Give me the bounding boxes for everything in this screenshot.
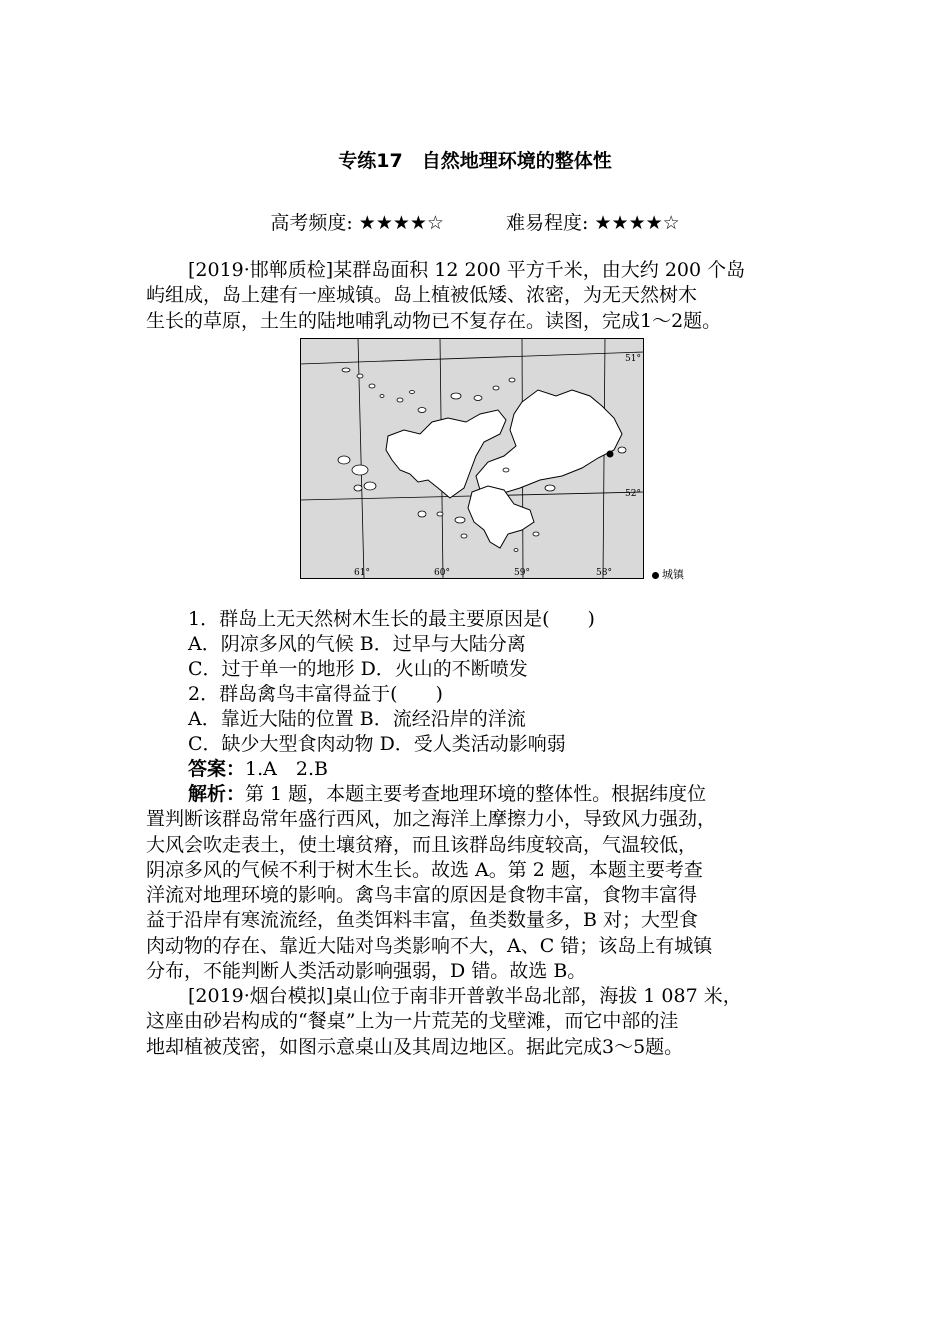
intro-paragraph-1 bbox=[146, 258, 816, 334]
lon-label-58: 58° bbox=[596, 568, 612, 578]
question-1: 1．群岛上无天然树木生长的最主要原因是( ) bbox=[188, 608, 595, 630]
answer-text: 1.A 2.B bbox=[245, 758, 328, 780]
intro-line: 地却植被茂密，如图示意桌山及其周边地区。据此完成3～5题。 bbox=[146, 1035, 684, 1058]
intro-line: 这座由砂岩构成的“餐桌”上为一片荒芜的戈壁滩，而它中部的洼 bbox=[146, 1010, 679, 1033]
analysis-paragraph bbox=[146, 782, 816, 984]
intro-line: 屿组成，岛上建有一座城镇。岛上植被低矮、浓密，为无天然树木 bbox=[146, 284, 698, 307]
analysis-line: 大风会吹走表土，使土壤贫瘠，而且该群岛纬度较高，气温较低， bbox=[146, 833, 698, 856]
difficulty-stars: ★★★★☆ bbox=[594, 212, 680, 234]
lon-label-61: 61° bbox=[354, 568, 370, 578]
lon-label-60: 60° bbox=[434, 568, 450, 578]
question-1-options-ab: A．阴凉多风的气候 B．过早与大陆分离 bbox=[188, 633, 526, 655]
legend-label: 城镇 bbox=[662, 568, 684, 581]
intro-paragraph-2 bbox=[146, 984, 816, 1060]
island-map bbox=[300, 338, 644, 579]
difficulty-label: 难易程度: bbox=[506, 212, 589, 234]
analysis-line: 益于沿岸有寒流流经，鱼类饵料丰富，鱼类数量多，B 对；大型食 bbox=[146, 909, 699, 932]
analysis-line: 第 1 题，本题主要考查地理环境的整体性。根据纬度位 bbox=[245, 783, 707, 805]
frequency-stars: ★★★★☆ bbox=[358, 212, 444, 234]
lat-label-51: 51° bbox=[625, 354, 641, 364]
analysis-label: 解析： bbox=[188, 783, 246, 805]
question-1-options-cd: C．过于单一的地形 D．火山的不断喷发 bbox=[188, 658, 528, 680]
question-2: 2．群岛禽鸟丰富得益于( ) bbox=[188, 683, 443, 705]
intro-line: [2019·邯郸质检]某群岛面积 12 200 平方千米，由大约 200 个岛 bbox=[188, 259, 746, 281]
map-legend bbox=[652, 566, 684, 582]
analysis-line: 洋流对地理环境的影响。禽鸟丰富的原因是食物丰富，食物丰富得 bbox=[146, 884, 698, 907]
town-marker bbox=[607, 451, 614, 458]
difficulty-meta bbox=[0, 208, 950, 235]
answer-label: 答案： bbox=[188, 758, 246, 780]
analysis-line: 置判断该群岛常年盛行西风，加之海洋上摩擦力小，导致风力强劲， bbox=[146, 808, 717, 831]
page-title: 专练17 自然地理环境的整体性 bbox=[338, 150, 612, 172]
frequency-label: 高考频度: bbox=[270, 212, 353, 234]
question-2-options-cd: C．缺少大型食肉动物 D．受人类活动影响弱 bbox=[188, 733, 566, 755]
question-2-options-ab: A．靠近大陆的位置 B．流经沿岸的洋流 bbox=[188, 708, 526, 730]
analysis-line: 肉动物的存在、靠近大陆对鸟类影响不大，A、C 错；该岛上有城镇 bbox=[146, 934, 713, 957]
town-dot-icon bbox=[652, 572, 659, 579]
lat-label-52: 52° bbox=[625, 489, 641, 499]
analysis-line: 阴凉多风的气候不利于树木生长。故选 A。第 2 题，本题主要考查 bbox=[146, 858, 703, 881]
answer bbox=[188, 757, 328, 782]
analysis-line: 分布，不能判断人类活动影响强弱，D 错。故选 B。 bbox=[146, 960, 587, 983]
intro-line: 生长的草原，土生的陆地哺乳动物已不复存在。读图，完成1～2题。 bbox=[146, 309, 722, 332]
lon-label-59: 59° bbox=[514, 568, 530, 578]
intro-line: [2019·烟台模拟]桌山位于南非开普敦半岛北部，海拔 1 087 米， bbox=[188, 985, 742, 1007]
